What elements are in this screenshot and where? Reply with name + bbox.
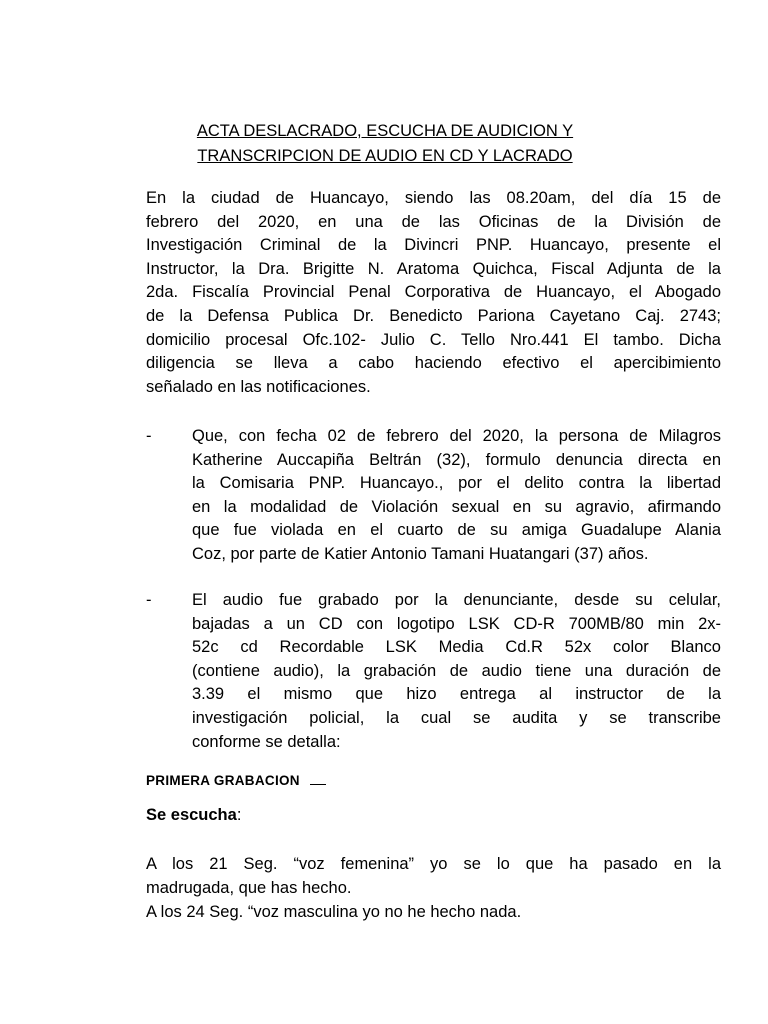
primera-grabacion-label: PRIMERA GRABACION [146, 773, 300, 788]
bullet-dash: - [146, 427, 152, 445]
bullet-text [192, 589, 721, 754]
bullet-text [192, 425, 721, 567]
bullet-line: (contiene audio), la grabación de audio tiene una duración de [192, 661, 721, 680]
intro-line: En la ciudad de Huancayo, siendo las 08.20am, del día 15 de [146, 189, 721, 207]
intro-paragraph [146, 187, 721, 399]
bullet-line: en la modalidad de Violación sexual en su agravio, afirmando [192, 497, 721, 516]
se-escucha-label: Se escucha [146, 806, 237, 824]
primera-grabacion-heading [146, 772, 326, 788]
bullet-line: la Comisaria PNP. Huancayo., por el delito contra la libertad [192, 474, 721, 493]
transcript-line: A los 24 Seg. “voz masculina yo no he hecho nada. [146, 903, 522, 921]
bullet-line: 52c cd Recordable LSK Media Cd.R 52x color Blanco [192, 638, 721, 657]
intro-line: señalado en las notificaciones. [146, 377, 371, 396]
intro-line: 2da. Fiscalía Provincial Penal Corporativa de Huancayo, el Abogado [146, 283, 721, 302]
bullet-line: Katherine Auccapiña Beltrán (32), formulo denuncia directa en [192, 450, 721, 469]
intro-line: domicilio procesal Ofc.102- Julio C. Tello Nro.441 El tambo. Dicha [146, 330, 721, 349]
transcript-paragraph [146, 852, 721, 924]
bullet-line: investigación policial, la cual se audita y se transcribe [192, 708, 721, 727]
intro-line: Investigación Criminal de la Divincri PNP. Huancayo, presente el [146, 236, 721, 255]
title-line-1: ACTA DESLACRADO, ESCUCHA DE AUDICION Y [196, 122, 574, 140]
blank-underline [310, 772, 326, 785]
intro-line: febrero del 2020, en una de las Oficinas de la División de [146, 212, 721, 231]
bullet-line: 3.39 el mismo que hizo entrega al instructor de la [192, 685, 721, 704]
bullet-line: bajadas a un CD con logotipo LSK CD-R 700MB/80 min 2x- [192, 614, 721, 633]
document-title [140, 119, 630, 169]
bullet-line: Coz, por parte de Katier Antonio Tamani Huatangari (37) años. [192, 544, 649, 563]
bullet-line: El audio fue grabado por la denunciante, desde su celular, [192, 591, 721, 609]
bullet-line: conforme se detalla: [192, 732, 341, 751]
se-escucha-heading [146, 806, 241, 825]
transcript-line: madrugada, que has hecho. [146, 879, 352, 897]
intro-line: Instructor, la Dra. Brigitte N. Aratoma Quichca, Fiscal Adjunta de la [146, 259, 721, 278]
transcript-line: A los 21 Seg. “voz femenina” yo se lo que ha pasado en la [146, 855, 721, 873]
intro-line: de la Defensa Publica Dr. Benedicto Pariona Cayetano Caj. 2743; [146, 306, 721, 325]
intro-line: diligencia se lleva a cabo haciendo efectivo el apercibimiento [146, 354, 721, 373]
title-line-2: TRANSCRIPCION DE AUDIO EN CD Y LACRADO [197, 147, 573, 165]
se-escucha-colon: : [236, 806, 242, 824]
bullet-line: que fue violada en el cuarto de su amiga Guadalupe Alania [192, 521, 721, 540]
bullet-line: Que, con fecha 02 de febrero del 2020, la persona de Milagros [192, 427, 721, 445]
bullet-dash: - [146, 591, 152, 609]
